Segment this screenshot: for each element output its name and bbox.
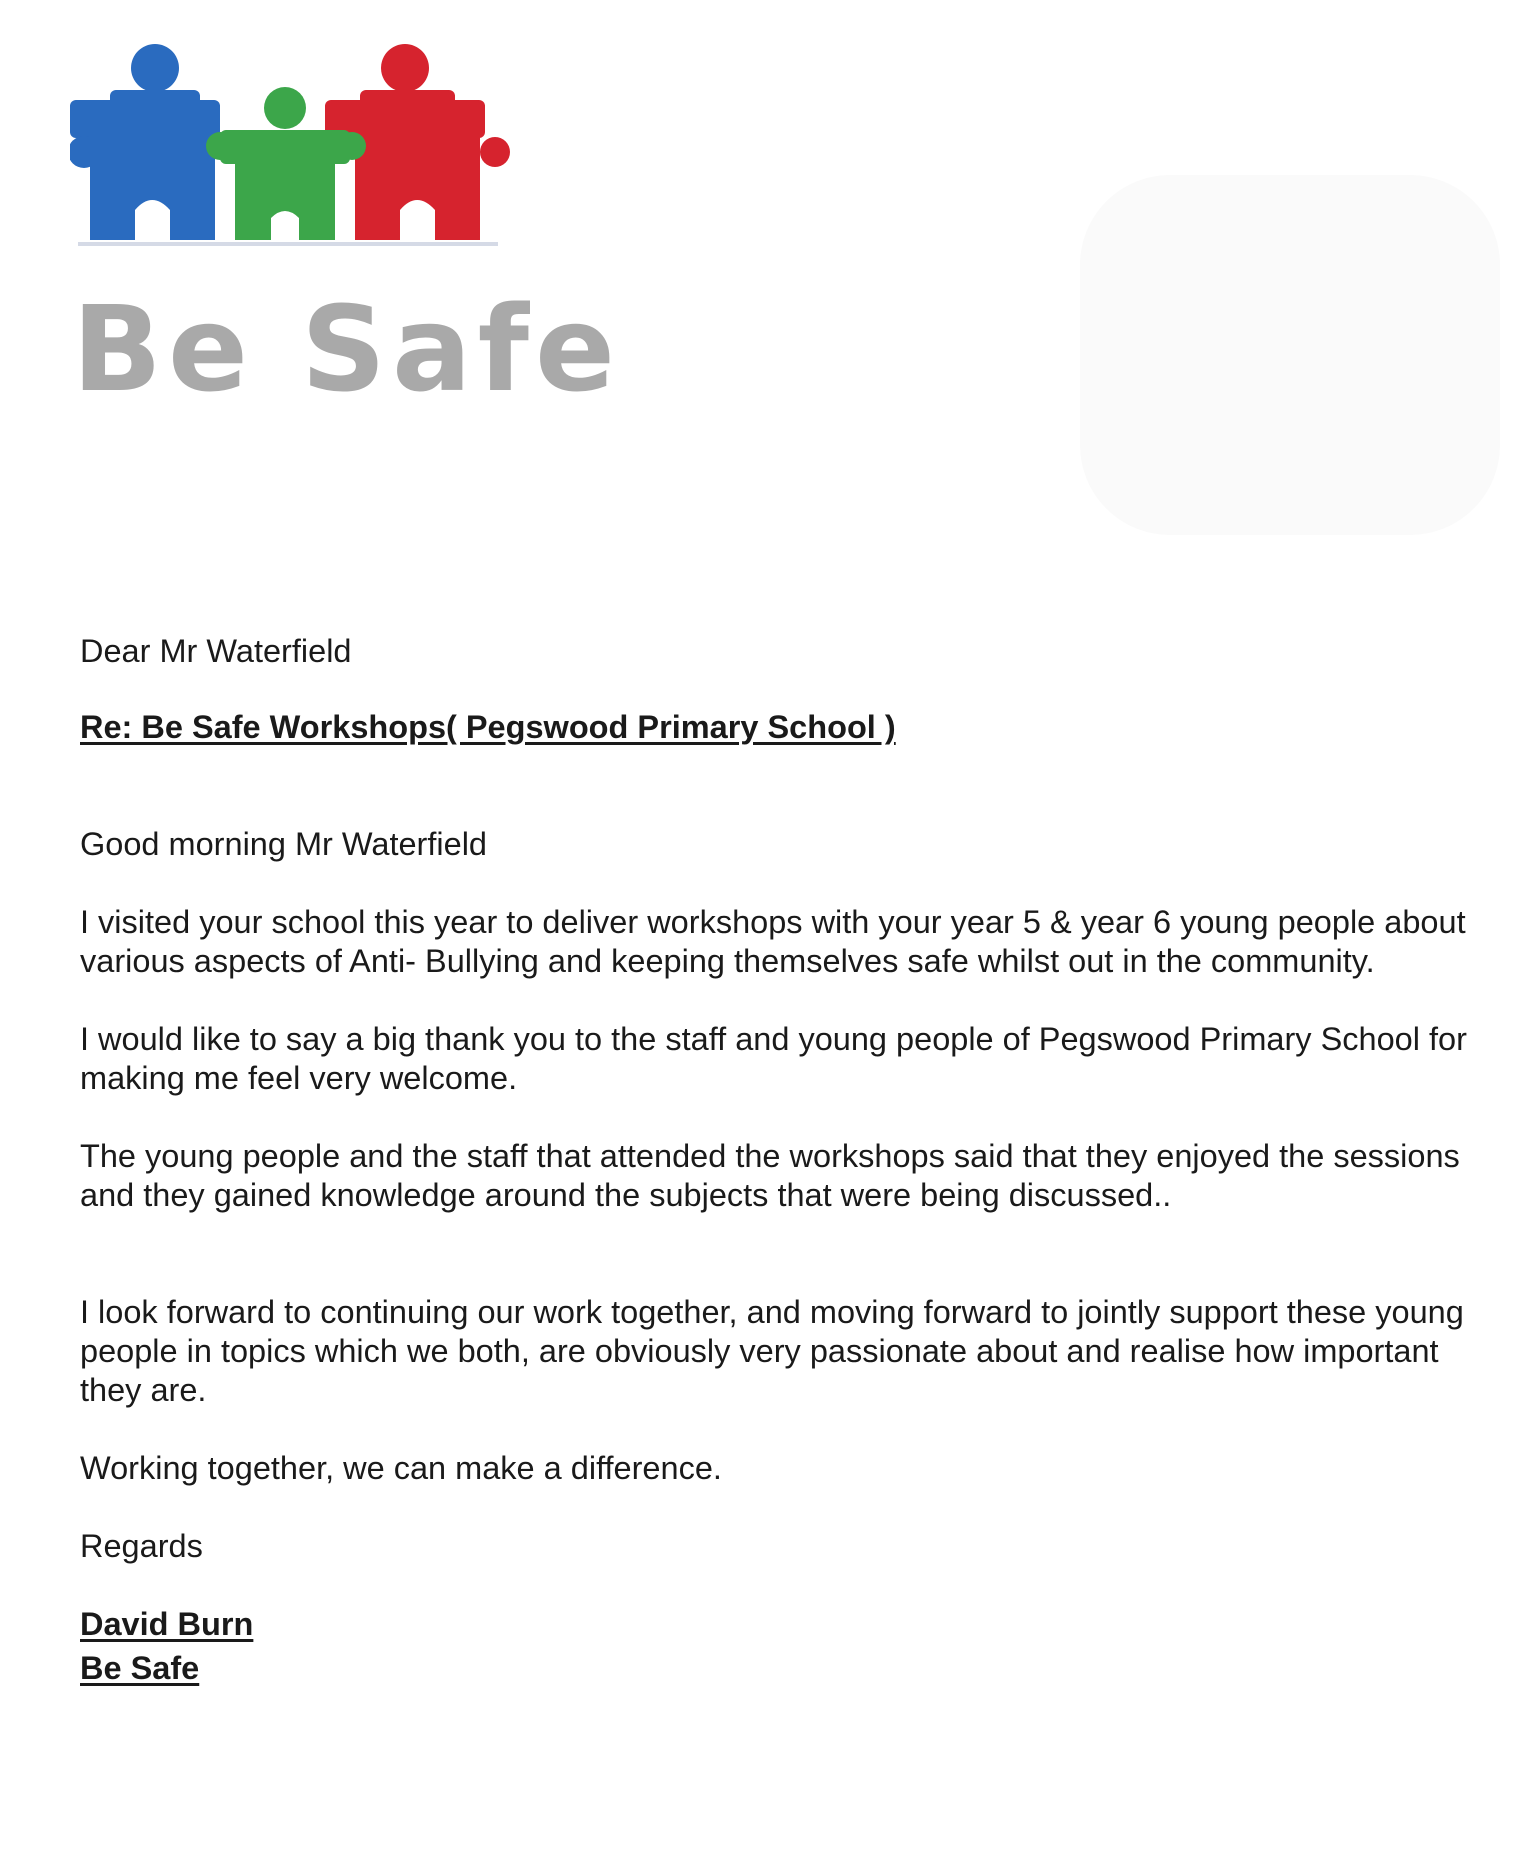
signature-organisation: Be Safe (80, 1650, 200, 1686)
logo-wordmark: Be Safe (72, 280, 622, 418)
greeting: Good morning Mr Waterfield (80, 826, 487, 862)
be-safe-logo (70, 40, 622, 418)
letter-body (80, 632, 1480, 1690)
scan-smudge (1080, 175, 1500, 535)
closing-line: Working together, we can make a difference. (80, 1450, 722, 1486)
puzzle-people-icon (70, 40, 510, 255)
paragraph: The young people and the staff that attended the workshops said that they enjoyed the sessions and they gained knowledge around the subjects that were being discussed.. (80, 1138, 1460, 1213)
paragraph: I look forward to continuing our work together, and moving forward to jointly support these young people in topics which we both, are obviously very passionate about and realise how important they are. (80, 1294, 1464, 1408)
subject-line: Re: Be Safe Workshops( Pegswood Primary School ) (80, 709, 896, 745)
salutation: Dear Mr Waterfield (80, 633, 352, 669)
sign-off: Regards (80, 1528, 203, 1564)
paragraph: I would like to say a big thank you to the staff and young people of Pegswood Primary School for making me feel very welcome. (80, 1021, 1467, 1096)
signature-name: David Burn (80, 1606, 254, 1642)
paragraph: I visited your school this year to deliver workshops with your year 5 & year 6 young people about various aspects of Anti- Bullying and keeping themselves safe whilst out in the community. (80, 904, 1466, 979)
